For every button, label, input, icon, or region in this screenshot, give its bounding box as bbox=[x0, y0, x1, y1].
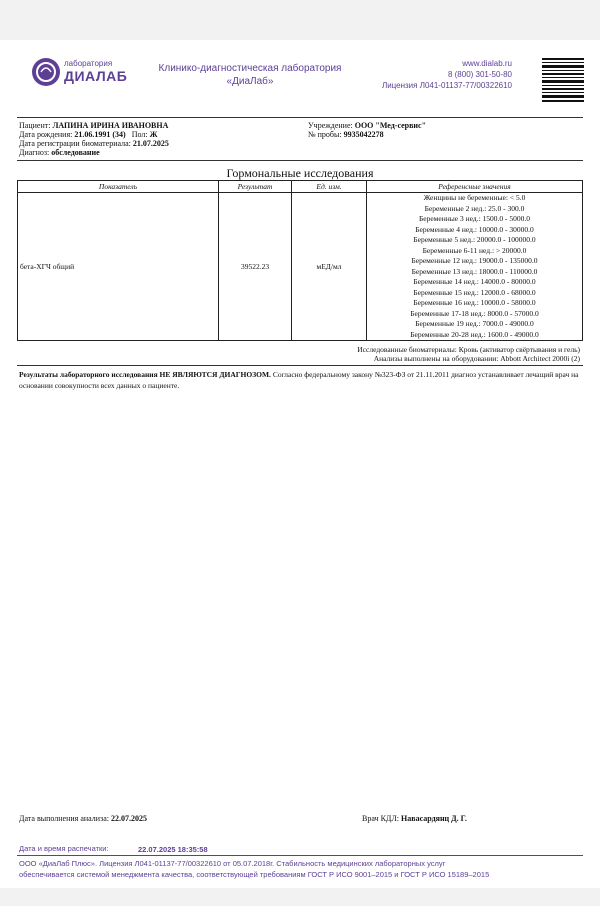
col-reference: Референсные значения bbox=[367, 181, 583, 193]
reference-cell bbox=[367, 193, 583, 341]
lab-name bbox=[150, 62, 350, 88]
ref-line: Беременные 13 нед.: 18000.0 - 110000.0 bbox=[411, 266, 538, 276]
print-datetime: 22.07.2025 18:35:58 bbox=[138, 845, 208, 854]
section-title: Гормональные исследования bbox=[226, 166, 374, 180]
patient-line: Пациент: ЛАПИНА ИРИНА ИВАНОВНА bbox=[19, 121, 169, 130]
doctor-line: Врач КДЛ: Навасардянц Д. Г. bbox=[362, 814, 467, 823]
ref-line: Беременные 20-28 нед.: 1600.0 - 49000.0 bbox=[410, 329, 539, 339]
analysis-date-line: Дата выполнения анализа: 22.07.2025 bbox=[19, 814, 147, 823]
institution-line: Учреждение: ООО "Мед-сервис" bbox=[308, 121, 427, 130]
footer-line2: обеспечивается системой менеджмента качества, соответствующей требованиям ГОСТ Р ИСО 9001–2015 и ГОСТ Р ИСО 15189–2015 bbox=[19, 870, 490, 879]
ref-line: Женщины не беременные: < 5.0 bbox=[423, 193, 526, 202]
ref-line: Беременные 16 нед.: 10000.0 - 58000.0 bbox=[413, 298, 536, 307]
lab-contacts bbox=[380, 58, 512, 91]
ref-line: Беременные 6-11 нед.: > 20000.0 bbox=[422, 245, 527, 255]
ref-line: Беременные 19 нед.: 7000.0 - 49000.0 bbox=[415, 319, 534, 328]
ref-line: Беременные 12 нед.: 19000.0 - 135000.0 bbox=[411, 256, 538, 265]
logo-title: ДИАЛАБ bbox=[64, 68, 128, 84]
diagnosis-line: Диагноз: обследование bbox=[19, 148, 100, 157]
barcode-icon bbox=[542, 56, 584, 104]
lab-name-line2: «ДиаЛаб» bbox=[226, 76, 274, 87]
ref-line: Беременные 2 нед.: 25.0 - 300.0 bbox=[424, 203, 525, 213]
col-result: Результат bbox=[219, 181, 292, 193]
license: Лицензия Л041-01137-77/00322610 bbox=[381, 81, 512, 90]
indicator-cell: бета-ХГЧ общий bbox=[18, 193, 219, 341]
disclaimer bbox=[19, 369, 585, 391]
results-table bbox=[17, 180, 583, 341]
footer-line1: ООО «ДиаЛаб Плюс». Лицензия Л041-01137-77/00322610 от 05.07.2018г. Стабильность медицинских лабораторных услуг bbox=[19, 859, 446, 868]
table-header bbox=[18, 181, 583, 193]
logo-icon bbox=[32, 58, 60, 86]
website: www.dialab.ru bbox=[462, 59, 512, 68]
lab-name-line1: Клинико-диагностическая лаборатория bbox=[158, 63, 342, 74]
print-label: Дата и время распечатки: bbox=[19, 844, 109, 853]
ref-line: Беременные 4 нед.: 10000.0 - 30000.0 bbox=[415, 224, 534, 234]
disclaimer-bold: Результаты лабораторного исследования НЕ ЯВЛЯЮТСЯ ДИАГНОЗОМ. bbox=[19, 370, 271, 379]
ref-line: Беременные 14 нед.: 14000.0 - 80000.0 bbox=[413, 277, 536, 286]
col-indicator: Показатель bbox=[18, 181, 219, 193]
result-cell: 39522.23 bbox=[219, 193, 292, 341]
ref-line: Беременные 5 нед.: 20000.0 - 100000.0 bbox=[413, 235, 536, 244]
phone: 8 (800) 301-50-80 bbox=[447, 70, 512, 79]
ref-line: Беременные 3 нед.: 1500.0 - 5000.0 bbox=[418, 214, 531, 223]
table-row bbox=[18, 193, 583, 341]
disclaimer-text: Согласно федеральному закону №323-ФЗ от 21.11.2011 диагноз устанавливает лечащий врач на основании совокупности всех данных о пациенте. bbox=[19, 370, 579, 390]
ref-line: Беременные 17-18 нед.: 8000.0 - 57000.0 bbox=[410, 308, 539, 318]
logo-subtitle: лаборатория bbox=[64, 59, 113, 68]
birth-line: Дата рождения: 21.06.1991 (34) Пол: Ж bbox=[19, 130, 158, 139]
sample-line: № пробы: 9935042278 bbox=[308, 130, 384, 139]
unit-cell: мЕД/мл bbox=[292, 193, 367, 341]
materials-note: Исследованные биоматериалы: Кровь (активатор свёртывания и гель) bbox=[357, 345, 580, 354]
col-unit: Ед. изм. bbox=[292, 181, 367, 193]
report-page bbox=[0, 40, 600, 888]
registration-line: Дата регистрации биоматериала: 21.07.2025 bbox=[19, 139, 169, 148]
equipment-note: Анализы выполнены на оборудовании: Abbott Architect 2000i (2) bbox=[373, 354, 580, 363]
ref-line: Беременные 15 нед.: 12000.0 - 68000.0 bbox=[413, 287, 536, 297]
